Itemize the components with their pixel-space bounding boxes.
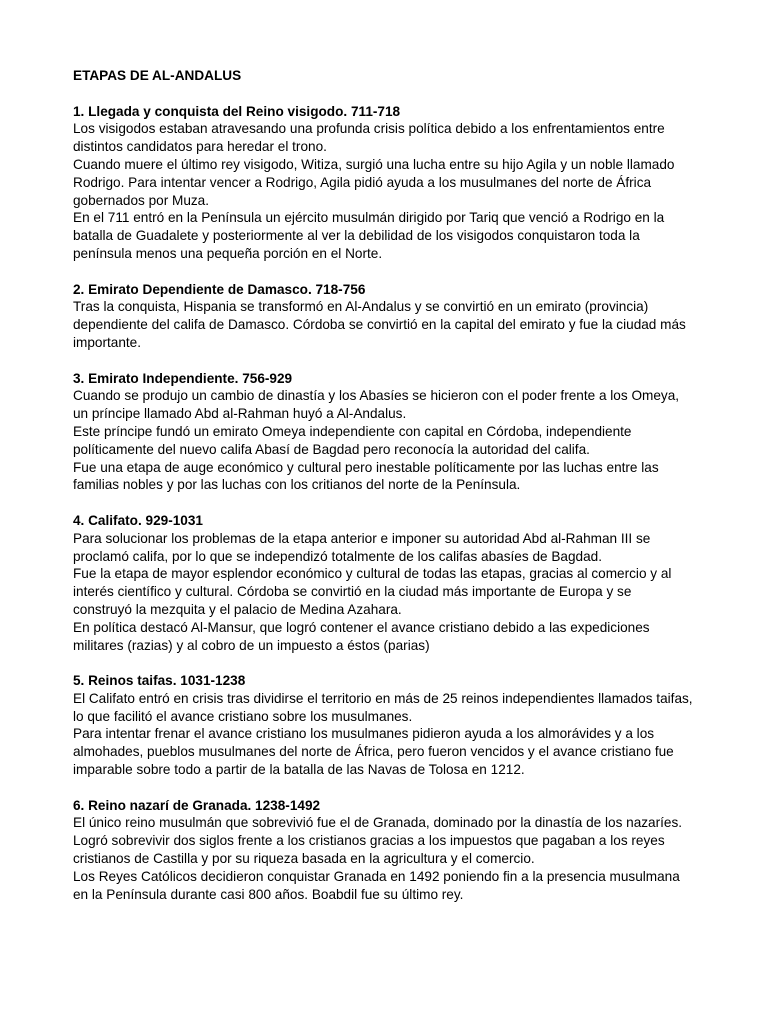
document-page [73,67,693,921]
paragraph: En el 711 entró en la Península un ejército musulmán dirigido por Tariq que venció a Rodrigo en la batalla de Guadalete y posteriormente al ver la debilidad de los visigodos conquistaron toda la península menos una pequeña porción en el Norte. [73,210,665,261]
section-califato [73,512,693,654]
section-heading: 4. Califato. 929-1031 [73,512,203,528]
section-emirato-independiente [73,370,693,495]
paragraph: El Califato entró en crisis tras dividirse el territorio en más de 25 reinos independientes llamados taifas, lo que facilitó el avance cristiano sobre los musulmanes. [73,690,693,724]
paragraph: Cuando se produjo un cambio de dinastía y los Abasíes se hicieron con el poder frente a los Omeya, un príncipe llamado Abd al-Rahman huyó a Al-Andalus. [73,388,680,422]
section-heading: 1. Llegada y conquista del Reino visigodo. 711-718 [73,103,401,119]
section-emirato-dependiente [73,281,693,352]
paragraph: Este príncipe fundó un emirato Omeya independiente con capital en Córdoba, independiente políticamente del nuevo califa Abasí de Bagdad pero reconocía la autoridad del califa. [73,423,632,457]
paragraph: Cuando muere el último rey visigodo, Witiza, surgió una lucha entre su hijo Agila y un noble llamado Rodrigo. Para intentar vencer a Rodrigo, Agila pidió ayuda a los musulmanes del norte de África gobernados por Muza. [73,156,675,208]
section-reino-nazari [73,797,693,904]
section-reinos-taifas [73,672,693,779]
paragraph: Para intentar frenar el avance cristiano los musulmanes pidieron ayuda a los almorávides y a los almohades, pueblos musulmanes del norte de África, pero fueron vencidos y el avance cristiano fue imparable sobre todo a partir de la batalla de las Navas de Tolosa en 1212. [73,726,674,778]
paragraph: Logró sobrevivir dos siglos frente a los cristianos gracias a los impuestos que pagaban a los reyes cristianos de Castilla y por su riqueza basada en la agricultura y el comercio. [73,833,665,867]
section-heading: 5. Reinos taifas. 1031-1238 [73,673,246,689]
paragraph: Los Reyes Católicos decidieron conquistar Granada en 1492 poniendo fin a la presencia musulmana en la Península durante casi 800 años. Boabdil fue su último rey. [73,868,680,902]
paragraph: Tras la conquista, Hispania se transformó en Al-Andalus y se convirtió en un emirato (provincia) dependiente del califa de Damasco. Córdoba se convirtió en la capital del emirato y fue la ciudad más importante. [73,299,686,350]
document-title: ETAPAS DE AL-ANDALUS [73,68,242,83]
paragraph: Fue la etapa de mayor esplendor económico y cultural de todas las etapas, gracias al comercio y al interés científico y cultural. Córdoba se convirtió en la ciudad más importante de Europa y se construyó la mezquita y el palacio de Medina Azahara. [73,566,672,617]
paragraph: Fue una etapa de auge económico y cultural pero inestable políticamente por las luchas entre las familias nobles y por las luchas con los critianos del norte de la Península. [73,459,659,493]
paragraph: Para solucionar los problemas de la etapa anterior e imponer su autoridad Abd al-Rahman III se proclamó califa, por lo que se independizó totalmente de los califas abasíes de Bagdad. [73,530,651,564]
section-heading: 6. Reino nazarí de Granada. 1238-1492 [73,797,321,813]
paragraph: Los visigodos estaban atravesando una profunda crisis política debido a los enfrentamientos entre distintos candidatos para heredar el trono. [73,121,665,155]
section-llegada-conquista [73,103,693,263]
paragraph: El único reino musulmán que sobrevivió fue el de Granada, dominado por la dinastía de los nazaríes. [73,815,683,831]
section-heading: 2. Emirato Dependiente de Damasco. 718-756 [73,281,366,297]
section-heading: 3. Emirato Independiente. 756-929 [73,370,293,386]
paragraph: En política destacó Al-Mansur, que logró contener el avance cristiano debido a las expediciones militares (razias) y al cobro de un impuesto a éstos (parias) [73,619,650,653]
